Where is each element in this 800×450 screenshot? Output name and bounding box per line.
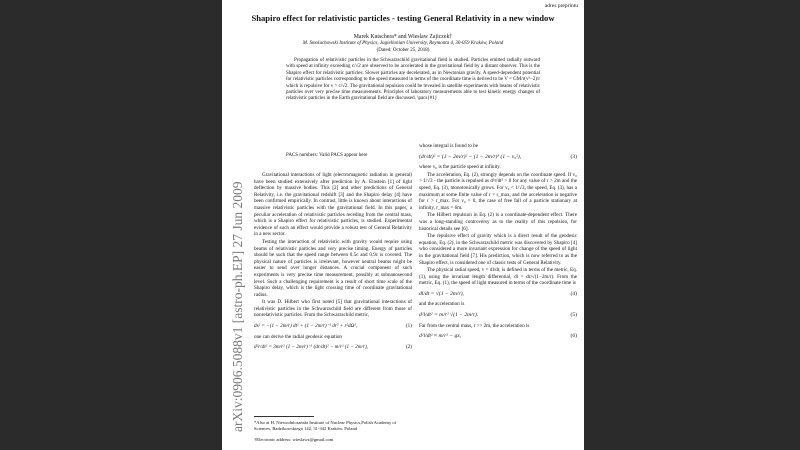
equation-3 [419, 154, 577, 161]
equation-2-body: d²r/dt² = 3m/r² (1 − 2m/r)⁻¹ (dr/dt)² − m/r² (1 − 2m/r), [254, 344, 368, 351]
equation-6 [419, 333, 577, 340]
paragraph: It was D. Hilbert who first noted [5] that gravitational interactions of relativistic particles in the Schwarzschild field are different from those of nonrelativistic particles. From the Schwarzschild metric, [254, 299, 412, 319]
paragraph: The acceleration, Eq. (2), strongly depends on the coordinate speed. If v₀ > 1/√3 - the particle is repulsed as d²r/dt² > 0 for any value of r > 2m and the speed, Eq. (3), monotonically grows. For v₀ < 1/√3, the speed, Eq. (3), has a maximum at some finite value of r = r_max, and the acceleration is negative for r > r_max. For v₀ = 0, the case of free fall of a particle stationary at infinity, r_max = 6m. [419, 171, 577, 211]
paper-date: (Dated: October 25, 2018) [376, 48, 430, 53]
pacs-numbers: PACS numbers: Valid PACS appear here [286, 153, 368, 158]
paragraph: The repulsive effect of gravity which is a direct result of the geodesic equation, Eq. (2), in the Schwarzschild metric was discovered by Shapiro [4] who considered a more invariant expression for change of the speed of light in the gravitational field [7]. His prediction, which is now referred to as the Shapiro effect, is considered one of classic tests of General Relativity. [419, 233, 577, 266]
footnote-1: *Also at H. Niewodniczański Institute of Nuclear Physics,Polish Academy of Sciences, Radzikowskiego 142, 31-342 Kraków, Poland [254, 420, 397, 431]
equation-6-body: d²l/dt² ≈ m/r² − gx, [419, 333, 462, 340]
footnote-rule [254, 416, 314, 417]
right-column [419, 143, 577, 344]
equation-1-body: ds² = −(1 − 2m/r) dt² + (1 − 2m/r)⁻¹ dr² + r²dΩ², [254, 323, 358, 330]
equation-5 [419, 312, 577, 319]
equation-4-number: (4) [570, 290, 577, 297]
paragraph: Far from the central mass, r >> 2m, the acceleration is [419, 322, 530, 329]
equation-1-number: (1) [405, 323, 412, 330]
equation-3-number: (3) [570, 153, 577, 160]
paragraph: one can derive the radial geodesic equation [254, 333, 342, 340]
arxiv-identifier: arXiv:0906.5088v1 [astro-ph.EP] 27 Jun 2009 [230, 181, 245, 432]
left-column [254, 172, 412, 355]
paragraph: and the acceleration is [419, 301, 465, 308]
paragraph: Gravitational interactions of light (electromagnetic radiation in general) have been studied extensively after prediction by A. Einstein [1] of light deflection by massive bodies. This [2] and other predictions of General Relativity, i.e. the gravitational redshift [3] and the Shapiro delay [4] have been confirmed empirically. In contrast, little is known about interactions of massive relativistic particles with the gravitational field. In this paper, a peculiar acceleration of relativistic particles receding from the central mass, which is a Shapiro effect for relativistic particles, is studied. Experimental evidence of such an effect would provide a robust test of General Relativity in a new sector. [254, 172, 412, 238]
equation-4-body: dl/dt = √(1 − 2m/r), [419, 290, 464, 297]
equation-4 [419, 291, 577, 298]
equation-5-number: (5) [570, 312, 577, 319]
equation-2 [254, 344, 412, 351]
paper-affiliation: M. Smoluchowski Institute of Physics, Jagiellonian University, Reymonta 4, 30-059 Kraków, Poland [302, 41, 504, 46]
paper-title: Shapiro effect for relativistic particles - testing General Relativity in a new window [251, 13, 555, 23]
paragraph: The Hilbert repulsion in Eq. (2) is a coordinate-dependent effect. There was a long-standing controversy as to the reality of this repulsion, for historical details see [6]. [419, 212, 577, 232]
footnote-2: †Electronic address: wieslawz@gmail.com [254, 437, 334, 442]
equation-6-number: (6) [570, 333, 577, 340]
equation-1 [254, 323, 412, 330]
corner-label: adres preprintu [544, 3, 578, 9]
equation-5-body: d²l/dt² = m/r² √(1 − 2m/r). [419, 312, 479, 319]
paragraph: The physical radial speed, v = dl/dt, is defined in terms of the metric, Eq. (1), using the invariant length differential, dl = dr/√(1−2m/r). From the metric, Eq. (1), the speed of light measured in terms of the coordinate time is [419, 267, 577, 287]
abstract: Propagation of relativistic particles in the Schwarzschild gravitational field is studied. Particles emitted radially outward with speed at infinity exceeding c/√2 are observed to be accelerated in the gravitational field by a distant observer. This is the Shapiro effect for relativistic particles. Slower particles are decelerated, as in Newtonian gravity. A speed-dependent potential for relativistic particles corresponding to the speed measured in terms of the coordinate time is derived to be V = GM/r(v²−2)/r which is repulsive for v > c/√2. The gravitational repulsion could be revealed in satellite experiments with beams of relativistic particles over very precise time measurements. Principles of laboratory measurements able to test kinetic energy changes of relativistic particles in the Earth gravitational field are discussed. \pacs{#1} [286, 58, 541, 102]
paper-page [222, 0, 584, 450]
paper-authors: Marek Kutschera* and Wieslaw Zajiczek† [353, 34, 453, 40]
paragraph: where v₀ is the particle speed at infinity. [419, 164, 501, 171]
paragraph: Testing the interaction of relativistic with gravity would require using beams of relativistic particles and very precise timing. Energy of particles should be such that the speed range between 0.5c and 0.9c is covered. The physical nature of particles is irrelevant, however neutral beams might be easier to send over longer distances. A crucial component of such experiments is very precise time measurement, possibly at subnanosecond level. Such a challenging requirement is a result of short time scale of the Shapiro delay, which is the light crossing time of coordinate gravitational radius. [254, 238, 412, 298]
equation-2-number: (2) [405, 344, 412, 351]
equation-3-body: (dr/dt)² = (1 − 2m/r)² − (1 − 2m/r)³ (1 − v₀²), [419, 153, 522, 160]
paragraph: whose integral is found to be [419, 143, 478, 149]
